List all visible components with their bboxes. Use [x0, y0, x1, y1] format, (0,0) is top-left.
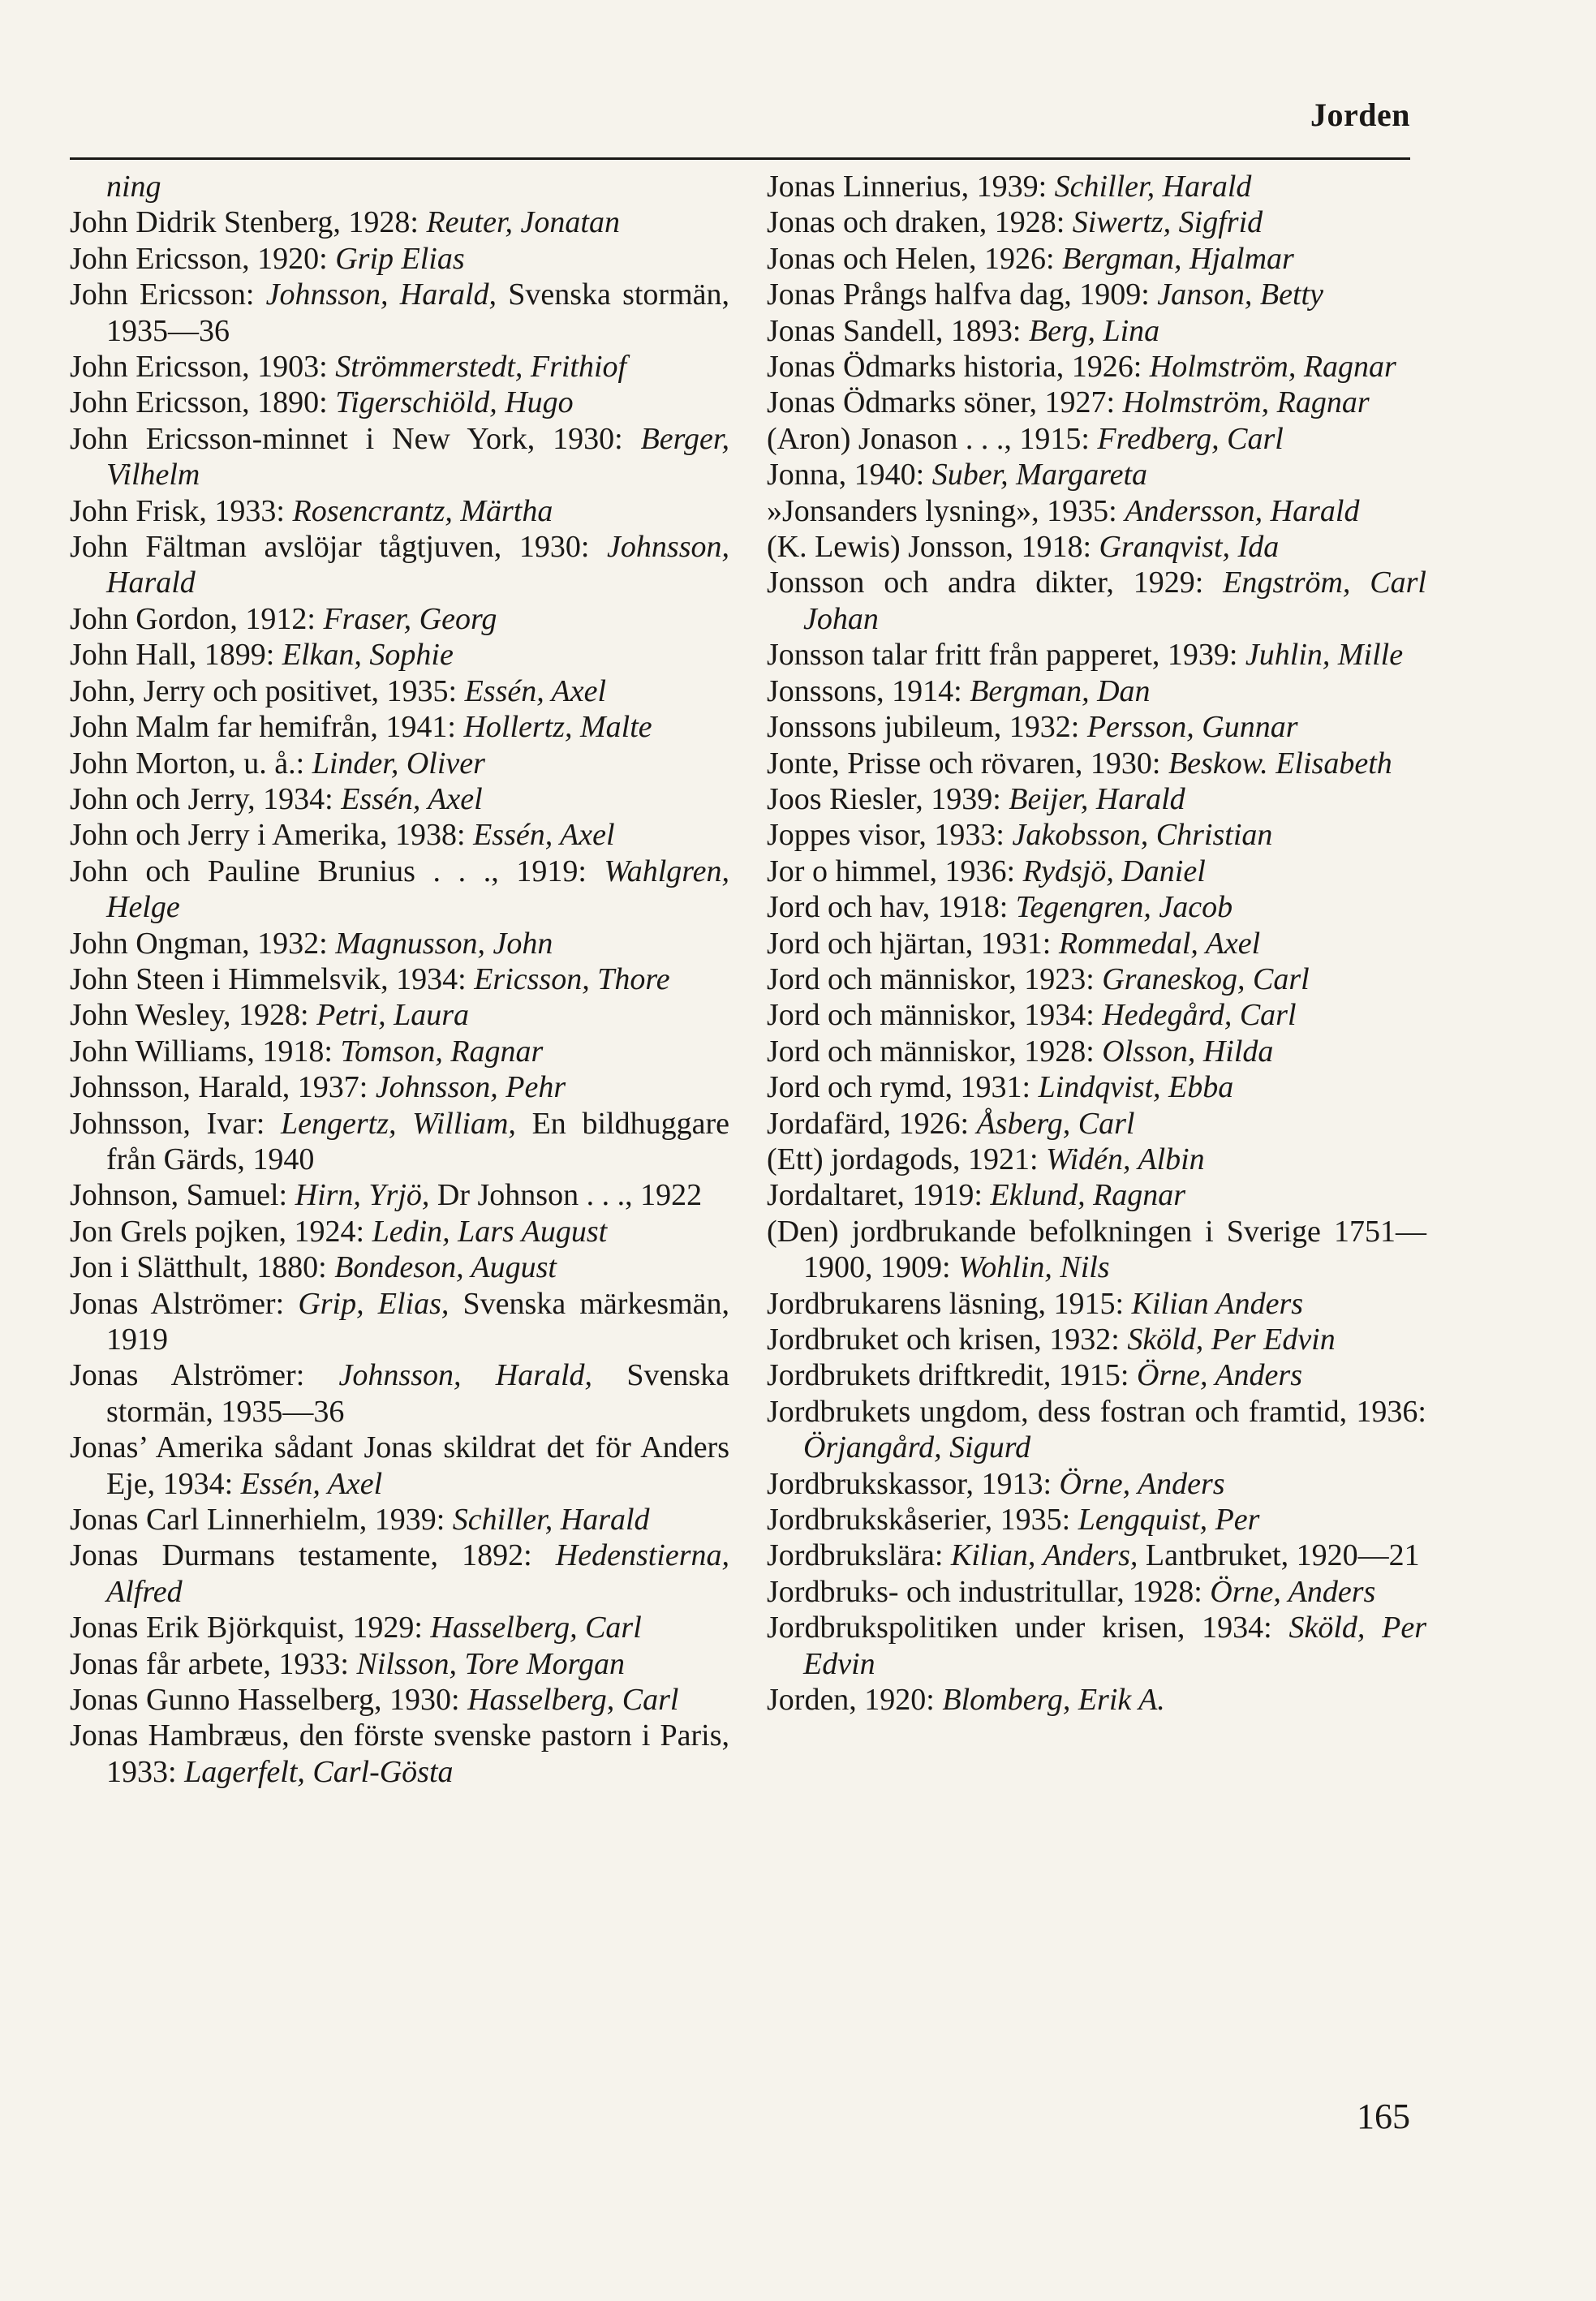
index-entry: [70, 1286, 729, 1358]
entry-author: Essén, Axel: [341, 781, 483, 816]
entry-title: (K. Lewis) Jonsson, 1918:: [767, 530, 1099, 565]
entry-author: Hollertz, Malte: [463, 710, 652, 745]
entry-title: Jorden, 1920:: [767, 1683, 943, 1718]
entry-title: Jordbrukets driftkredit, 1915:: [767, 1358, 1137, 1393]
left-column: [70, 169, 729, 1790]
entry-title: Jonas Gunno Hasselberg, 1930:: [70, 1683, 468, 1718]
entry-author: Hedegård, Carl: [1102, 998, 1297, 1033]
entry-author: Johnsson, Harald: [106, 530, 729, 600]
index-entry: [70, 277, 729, 349]
index-entry: [70, 1106, 729, 1178]
entry-source: Svenska stormän, 1935—36: [106, 1358, 729, 1429]
entry-author: Eklund, Ragnar: [990, 1178, 1186, 1213]
entry-title: Jonas Hambræus, den förste svenske pastorn i Paris, 1933:: [70, 1718, 729, 1789]
entry-title: Jonas och Helen, 1926:: [767, 241, 1063, 276]
entry-title: Jon Grels pojken, 1924:: [70, 1214, 372, 1249]
entry-title: Johnson, Samuel:: [70, 1178, 295, 1213]
index-entry: [767, 313, 1426, 349]
entry-author: Juhlin, Mille: [1245, 638, 1404, 673]
entry-author: Bergman, Hjalmar: [1062, 241, 1294, 276]
entry-author: Lindqvist, Ebba: [1038, 1070, 1234, 1105]
entry-author: Andersson, Harald: [1125, 493, 1360, 528]
entry-title: Jordaltaret, 1919:: [767, 1178, 991, 1213]
index-entry: [70, 601, 729, 637]
entry-title: Jonas Carl Linnerhielm, 1939:: [70, 1503, 453, 1538]
entry-author: Wohlin, Nils: [958, 1250, 1110, 1285]
index-entry: [70, 421, 729, 493]
entry-title: Jonte, Prisse och rövaren, 1930:: [767, 746, 1168, 781]
entry-title: Jonas Linnerius, 1939:: [767, 170, 1055, 204]
entry-author: Elkan, Sophie: [282, 638, 454, 673]
entry-title: John Ericsson, 1890:: [70, 385, 336, 420]
entry-title: Jonas får arbete, 1933:: [70, 1646, 357, 1681]
entry-title: Jordbrukskassor, 1913:: [767, 1466, 1060, 1501]
index-entry: [70, 1538, 729, 1610]
entry-title: Joppes visor, 1933:: [767, 818, 1013, 853]
index-entry: [767, 1142, 1426, 1177]
entry-title: John Steen i Himmelsvik, 1934:: [70, 961, 475, 996]
entry-title: Jonas Alströmer:: [70, 1358, 339, 1393]
entry-title: Jonsson talar fritt från papperet, 1939:: [767, 638, 1245, 673]
index-entry: [70, 1646, 729, 1682]
entry-author: Rydsjö, Daniel: [1022, 854, 1206, 888]
entry-author: Nilsson, Tore Morgan: [356, 1646, 625, 1681]
entry-author: Bondeson, August: [334, 1250, 557, 1285]
entry-title: Jonas Durmans testamente, 1892:: [70, 1538, 556, 1573]
index-entry: [70, 1610, 729, 1645]
index-entry: [767, 277, 1426, 312]
entry-author: Lengquist, Per: [1078, 1503, 1260, 1538]
index-entry: [70, 854, 729, 926]
entry-title: John Fältman avslöjar tågtjuven, 1930:: [70, 530, 608, 565]
entry-title: Jonas Alströmer:: [70, 1286, 299, 1321]
entry-title: (Aron) Jonason . . ., 1915:: [767, 421, 1098, 456]
index-entry: [767, 1394, 1426, 1466]
index-entry: [767, 529, 1426, 565]
entry-title: Jonssons jubileum, 1932:: [767, 710, 1087, 745]
entry-author: Johnsson, Pehr: [375, 1070, 566, 1105]
entry-author: Beskow. Elisabeth: [1168, 746, 1392, 781]
entry-title: Jonas’ Amerika sådant Jonas skildrat det för Anders Eje, 1934:: [70, 1430, 729, 1501]
entry-title: Jonsson och andra dikter, 1929:: [767, 566, 1224, 600]
index-entry: [70, 781, 729, 817]
entry-author: Linder, Oliver: [312, 746, 485, 781]
right-column: [767, 169, 1426, 1718]
entry-author: Kilian, Anders,: [950, 1538, 1138, 1573]
entry-title: Jord och rymd, 1931:: [767, 1070, 1039, 1105]
entry-title: Jordbrukarens läsning, 1915:: [767, 1286, 1132, 1321]
entry-author: Janson, Betty: [1157, 277, 1323, 312]
index-entry: [767, 637, 1426, 673]
index-entry: [70, 1034, 729, 1069]
entry-author: Fredberg, Carl: [1097, 421, 1284, 456]
entry-title: Jordbruket och krisen, 1932:: [767, 1323, 1128, 1357]
index-entry: [767, 673, 1426, 709]
entry-title: John och Pauline Brunius . . ., 1919:: [70, 854, 604, 888]
index-entry: [70, 817, 729, 853]
entry-author: Petri, Laura: [316, 998, 469, 1033]
entry-title: Joos Riesler, 1939:: [767, 781, 1009, 816]
entry-title: Jordbruks- och industritullar, 1928:: [767, 1574, 1211, 1609]
entry-title: Jord och människor, 1923:: [767, 961, 1103, 996]
entry-source: Dr Johnson . . ., 1922: [429, 1178, 703, 1213]
index-entry: [70, 349, 729, 385]
entry-title: Jordafärd, 1926:: [767, 1106, 977, 1141]
index-entry: [70, 709, 729, 745]
index-entry: [767, 204, 1426, 240]
running-head: Jorden: [1310, 97, 1410, 133]
entry-title: John Malm far hemifrån, 1941:: [70, 710, 464, 745]
entry-author: Johnsson, Harald,: [265, 277, 497, 312]
entry-author: Strömmerstedt, Frithiof: [335, 350, 627, 385]
index-entry: [70, 1357, 729, 1430]
entry-title: Jordbrukslära:: [767, 1538, 951, 1573]
index-entry: [767, 1682, 1426, 1718]
index-entry: [70, 673, 729, 709]
entry-author: Hasselberg, Carl: [430, 1611, 642, 1645]
entry-author: Siwertz, Sigfrid: [1072, 205, 1263, 240]
index-entry: [767, 1574, 1426, 1610]
entry-source: Lantbruket, 1920—21: [1138, 1538, 1420, 1573]
entry-author: Åsberg, Carl: [976, 1106, 1135, 1141]
entry-title: Jonssons, 1914:: [767, 673, 970, 708]
entry-title: John och Jerry, 1934:: [70, 781, 342, 816]
entry-author: Sköld, Per Edvin: [803, 1611, 1426, 1681]
entry-author: Örjangård, Sigurd: [803, 1430, 1031, 1465]
index-entry: [767, 1322, 1426, 1357]
index-entry: [767, 817, 1426, 853]
entry-author: Grip, Elias,: [298, 1286, 450, 1321]
index-entry: [767, 1034, 1426, 1069]
entry-title: Johnsson, Ivar:: [70, 1106, 281, 1141]
index-entry: [70, 961, 729, 997]
entry-author: Blomberg, Erik A.: [942, 1683, 1165, 1718]
index-entry: [767, 1106, 1426, 1142]
index-entry: [767, 241, 1426, 277]
index-entry: [70, 1214, 729, 1249]
index-entry: [70, 169, 729, 204]
index-entry: [767, 169, 1426, 204]
index-entry: [70, 493, 729, 529]
entry-author: Engström, Carl Johan: [803, 566, 1426, 636]
entry-title: John Frisk, 1933:: [70, 493, 293, 528]
entry-author: Persson, Gunnar: [1086, 710, 1298, 745]
entry-author: Berg, Lina: [1028, 313, 1160, 348]
entry-author: Grip Elias: [335, 241, 465, 276]
header-rule: [70, 157, 1410, 160]
entry-title: Jonas och draken, 1928:: [767, 205, 1073, 240]
entry-title: Jordbrukskåserier, 1935:: [767, 1503, 1078, 1538]
entry-author: Essén, Axel: [240, 1466, 383, 1501]
entry-title: Jonas Prångs halfva dag, 1909:: [767, 277, 1158, 312]
index-entry: [70, 204, 729, 240]
index-entry: [70, 1069, 729, 1105]
entry-author: Wahlgren, Helge: [106, 854, 729, 925]
entry-title: John och Jerry i Amerika, 1938:: [70, 818, 474, 853]
entry-author: Tomson, Ragnar: [340, 1034, 544, 1069]
entry-source: Svenska märkesmän, 1919: [106, 1286, 730, 1357]
entry-title: John Hall, 1899:: [70, 638, 282, 673]
index-entry: [70, 1177, 729, 1213]
entry-author: Essén, Axel: [464, 673, 607, 708]
entry-title: Jonas Ödmarks söner, 1927:: [767, 385, 1123, 420]
entry-author: Hedenstierna, Alfred: [106, 1538, 729, 1609]
entry-title: Jonas Sandell, 1893:: [767, 313, 1029, 348]
entry-author: Johnsson, Harald,: [338, 1358, 593, 1393]
index-entry: [767, 1610, 1426, 1682]
entry-author: Essén, Axel: [473, 818, 615, 853]
entry-title: »Jonsanders lysning», 1935:: [767, 493, 1125, 528]
entry-author: Holmström, Ragnar: [1122, 385, 1370, 420]
index-entry: [767, 781, 1426, 817]
entry-author: Olsson, Hilda: [1102, 1034, 1274, 1069]
entry-title: Jord och människor, 1928:: [767, 1034, 1103, 1069]
entry-author: Tigerschiöld, Hugo: [335, 385, 574, 420]
index-entry: [767, 349, 1426, 385]
entry-author: Suber, Margareta: [931, 458, 1147, 492]
entry-title: John Ongman, 1932:: [70, 926, 336, 961]
entry-title: John Gordon, 1912:: [70, 601, 324, 636]
entry-author: Berger, Vilhelm: [106, 421, 729, 492]
index-entry: [767, 1466, 1426, 1502]
index-entry: [70, 637, 729, 673]
entry-author: Rosencrantz, Märtha: [292, 493, 553, 528]
index-entry: [767, 493, 1426, 529]
index-entry: [767, 709, 1426, 745]
index-entry: [70, 529, 729, 601]
entry-title: John Ericsson, 1903:: [70, 350, 336, 385]
entry-author: Ericsson, Thore: [474, 961, 670, 996]
entry-author: Lengertz, William,: [280, 1106, 516, 1141]
index-entry: [70, 997, 729, 1033]
entry-author: Magnusson, John: [335, 926, 553, 961]
index-entry: [767, 961, 1426, 997]
page-number: 165: [1357, 2097, 1410, 2136]
index-entry: [70, 385, 729, 420]
entry-title: Jonna, 1940:: [767, 458, 932, 492]
entry-title: (Den) jordbrukande befolkningen i Sverige 1751—1900, 1909:: [767, 1214, 1426, 1285]
entry-title: John Wesley, 1928:: [70, 998, 317, 1033]
entry-author: Tegengren, Jacob: [1015, 890, 1233, 925]
entry-author: Fraser, Georg: [323, 601, 497, 636]
entry-title: John Ericsson, 1920:: [70, 241, 336, 276]
index-entry: [70, 241, 729, 277]
entry-title: John Didrik Stenberg, 1928:: [70, 205, 427, 240]
index-entry: [70, 1430, 729, 1502]
entry-title: Jord och människor, 1934:: [767, 998, 1103, 1033]
entry-title: Jord och hav, 1918:: [767, 890, 1016, 925]
entry-author: Graneskog, Carl: [1102, 961, 1310, 996]
entry-title: Jonas Ödmarks historia, 1926:: [767, 350, 1150, 385]
entry-author: Ledin, Lars August: [372, 1214, 608, 1249]
entry-title: Jon i Slätthult, 1880:: [70, 1250, 335, 1285]
index-entry: [70, 1249, 729, 1285]
index-entry: [767, 421, 1426, 457]
index-entry: [767, 1286, 1426, 1322]
entry-title: (Ett) jordagods, 1921:: [767, 1142, 1047, 1176]
index-entry: [767, 385, 1426, 420]
entry-title: John Williams, 1918:: [70, 1034, 341, 1069]
entry-author: Kilian Anders: [1131, 1286, 1304, 1321]
entry-author: Beijer, Harald: [1009, 781, 1185, 816]
entry-author: Sköld, Per Edvin: [1127, 1323, 1336, 1357]
index-entry: [767, 457, 1426, 492]
index-entry: [70, 926, 729, 961]
index-entry: [767, 1538, 1426, 1573]
entry-title: John Ericsson-minnet i New York, 1930:: [70, 421, 641, 456]
entry-author: Lagerfelt, Carl-Gösta: [184, 1754, 454, 1789]
entry-title: John Ericsson:: [70, 277, 266, 312]
index-entry: [767, 889, 1426, 925]
index-entry: [70, 1682, 729, 1718]
index-entry: [70, 746, 729, 781]
entry-author: Schiller, Harald: [452, 1503, 650, 1538]
index-entry: [767, 1177, 1426, 1213]
entry-author: Jakobsson, Christian: [1012, 818, 1273, 853]
entry-author: Örne, Anders: [1210, 1574, 1376, 1609]
entry-author: Holmström, Ragnar: [1149, 350, 1396, 385]
entry-title: Johnsson, Harald, 1937:: [70, 1070, 376, 1105]
index-entry: [767, 926, 1426, 961]
entry-author: Schiller, Harald: [1054, 170, 1252, 204]
entry-author: Hirn, Yrjö,: [295, 1178, 430, 1213]
index-entry: [767, 997, 1426, 1033]
entry-source: En bildhuggare från Gärds, 1940: [106, 1106, 729, 1176]
entry-author: Widén, Albin: [1046, 1142, 1205, 1176]
index-entry: [767, 746, 1426, 781]
index-entry: [70, 1502, 729, 1538]
index-entry: [767, 1502, 1426, 1538]
index-entry: [767, 1214, 1426, 1286]
entry-title: John Morton, u. å.:: [70, 746, 312, 781]
entry-title: Jor o himmel, 1936:: [767, 854, 1023, 888]
index-entry: [767, 565, 1426, 637]
index-entry: [767, 1357, 1426, 1393]
entry-title: John, Jerry och positivet, 1935:: [70, 673, 465, 708]
index-entry: [767, 854, 1426, 889]
entry-title: Jordbrukspolitiken under krisen, 1934:: [767, 1611, 1289, 1645]
entry-author: ning: [106, 170, 161, 204]
entry-author: Bergman, Dan: [970, 673, 1151, 708]
entry-title: Jonas Erik Björkquist, 1929:: [70, 1611, 431, 1645]
index-entry: [767, 1069, 1426, 1105]
entry-author: Örne, Anders: [1136, 1358, 1303, 1393]
entry-author: Hasselberg, Carl: [467, 1683, 679, 1718]
index-entry: [70, 1718, 729, 1790]
entry-author: Rommedal, Axel: [1058, 926, 1261, 961]
entry-author: Reuter, Jonatan: [426, 205, 620, 240]
entry-source: Svenska stormän, 1935—36: [106, 277, 730, 348]
entry-author: Granqvist, Ida: [1099, 530, 1280, 565]
entry-author: Örne, Anders: [1059, 1466, 1225, 1501]
entry-title: Jord och hjärtan, 1931:: [767, 926, 1059, 961]
entry-title: Jordbrukets ungdom, dess fostran och framtid, 1936:: [767, 1394, 1426, 1429]
